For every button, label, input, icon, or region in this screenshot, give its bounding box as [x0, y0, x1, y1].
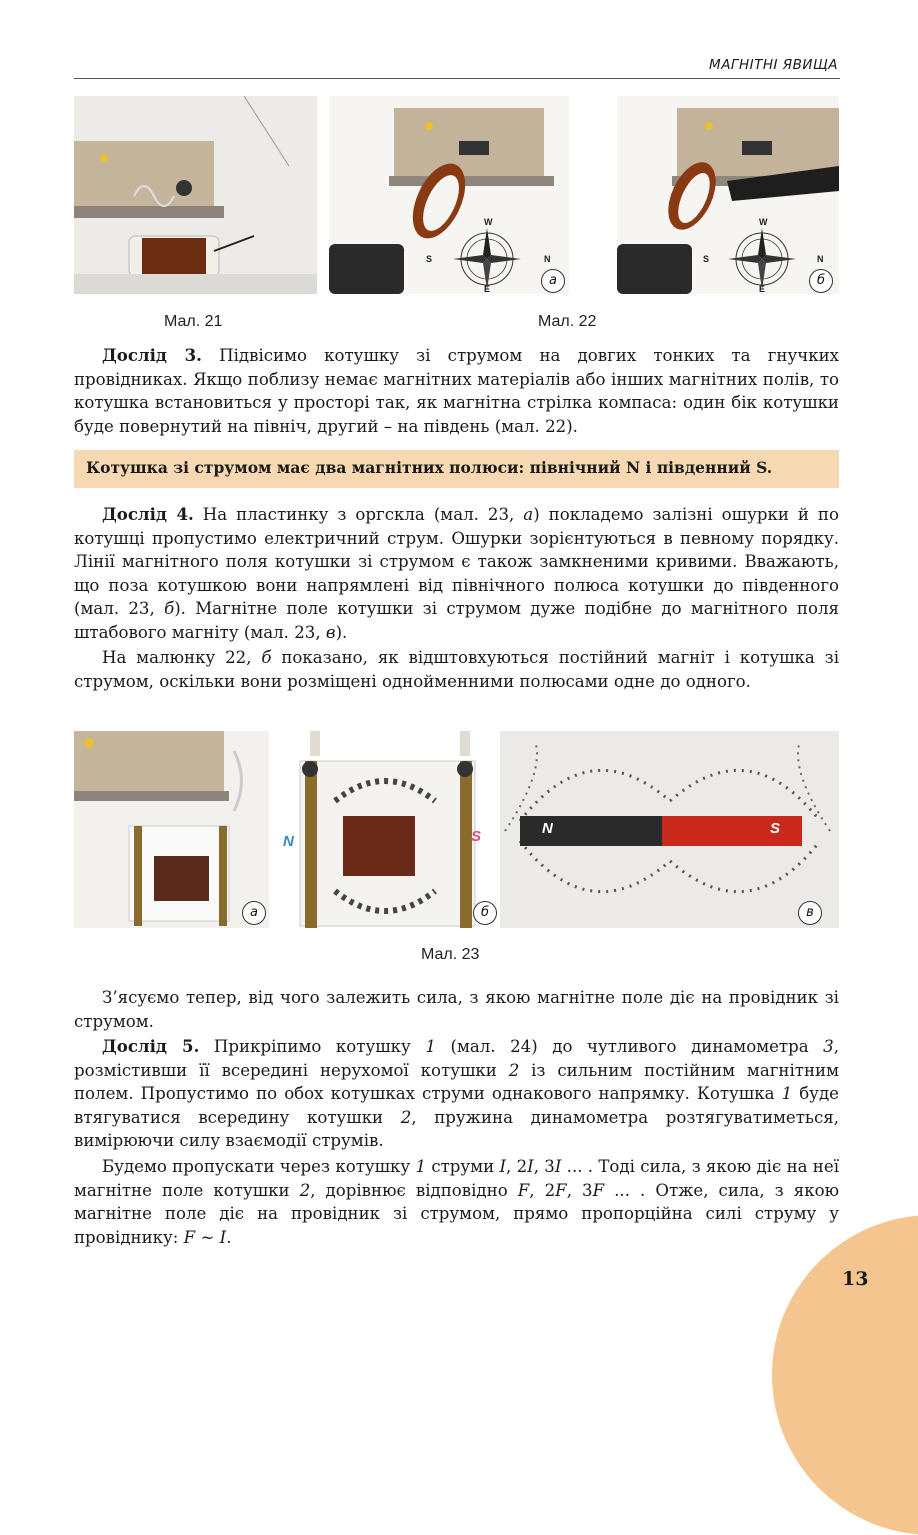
figure-22b-photo: [617, 96, 839, 294]
figure-23a-photo: [74, 731, 269, 928]
compass-w-label: W: [484, 217, 493, 227]
section-title: МАГНІТНІ ЯВИЩА: [709, 57, 838, 73]
compass-n-label: N: [817, 254, 824, 264]
figure-21-caption: Мал. 21: [164, 313, 223, 330]
compass-n-label: N: [544, 254, 551, 264]
compass-e-label: E: [484, 284, 491, 294]
figure-21-photo: [74, 96, 317, 294]
figure-23a-label: а: [242, 901, 266, 925]
figure-23b-photo: [275, 731, 500, 928]
figure-23b-label: б: [473, 901, 497, 925]
paragraph-repulsion: На малюнку 22, б показано, як відштовхуються постійний магніт і котушка зі струмом, оскільки вони розміщені однойменними полюсами одне до одного.: [74, 648, 840, 691]
page-corner-decoration: [772, 1215, 918, 1535]
compass-s-label: S: [426, 254, 433, 264]
figure-23b-s-label: S: [471, 828, 482, 845]
running-header: [74, 54, 840, 79]
figure-22-caption: Мал. 22: [538, 313, 597, 330]
key-statement-box: [74, 450, 839, 488]
compass-s-label: S: [703, 254, 710, 264]
figure-23-caption: Мал. 23: [421, 946, 480, 963]
figure-23c-label: в: [798, 901, 822, 925]
paragraph-experiment-5: Дослід 5. Прикріпимо котушку 1 (мал. 24) до чутливого динамометра 3, розмістивши її всередині нерухомої котушки 2 із сильним постійним магнітним полем. Пропустимо по обох котушках струми однакового напрямку. Котушка 1 буде втягуватися всередину котушки 2, пружина динамометра розтягуватиметься, вимірюючи силу взаємодії струмів.: [74, 1036, 840, 1150]
key-statement-text: Котушка зі струмом має два магнітних полюси: північний N і південний S.: [86, 458, 773, 477]
figure-22a-photo: [329, 96, 569, 294]
magnet-n-label: N: [542, 820, 553, 837]
paragraph-force-question: З’ясуємо тепер, від чого залежить сила, з якою магнітне поле діє на провідник зі струмом.: [74, 988, 839, 1031]
magnet-s-label: S: [770, 820, 781, 837]
figure-23b-n-label: N: [283, 833, 294, 850]
paragraph-experiment-4: Дослід 4. На пластинку з оргскла (мал. 23, а) покладемо залізні ошурки й по котушці пропустимо електричний струм. Ошурки зорієнтуються в певному порядку. Лінії магнітного поля котушки зі струмом є також замкненими кривими. Вважають, що поза котушкою вони напрямлені від північного полюса котушки до південного (мал. 23, б). Магнітне поле котушки зі струмом дуже подібне до магнітного поля штабового магніту (мал. 23, в).: [74, 504, 839, 642]
figure-22a-label: а: [541, 269, 565, 293]
page-number: 13: [842, 1268, 869, 1290]
compass-e-label: E: [759, 284, 766, 294]
paragraph-experiment-3: Дослід 3. Підвісимо котушку зі струмом на довгих тонких та гнучких провідниках. Якщо поблизу немає магнітних матеріалів або інших магнітних полів, то котушка встановиться у просторі так, як магнітна стрілка компаса: один бік котушки буде повернутий на північ, другий – на південь (мал. 22).: [74, 345, 839, 436]
figure-23c-photo: [500, 731, 839, 928]
figure-22b-label: б: [809, 269, 833, 293]
compass-w-label: W: [759, 217, 768, 227]
paragraph-proportionality: Будемо пропускати через котушку 1 струми I, 2I, 3I ... . Тоді сила, з якою діє на неї магнітне поле котушки 2, дорівнює відповідно F, 2F, 3F ... . Отже, сила, з якою магнітне поле діє на провідник зі струмом, прямо пропорційна силі струму у провіднику: F ~ I.: [74, 1157, 840, 1247]
